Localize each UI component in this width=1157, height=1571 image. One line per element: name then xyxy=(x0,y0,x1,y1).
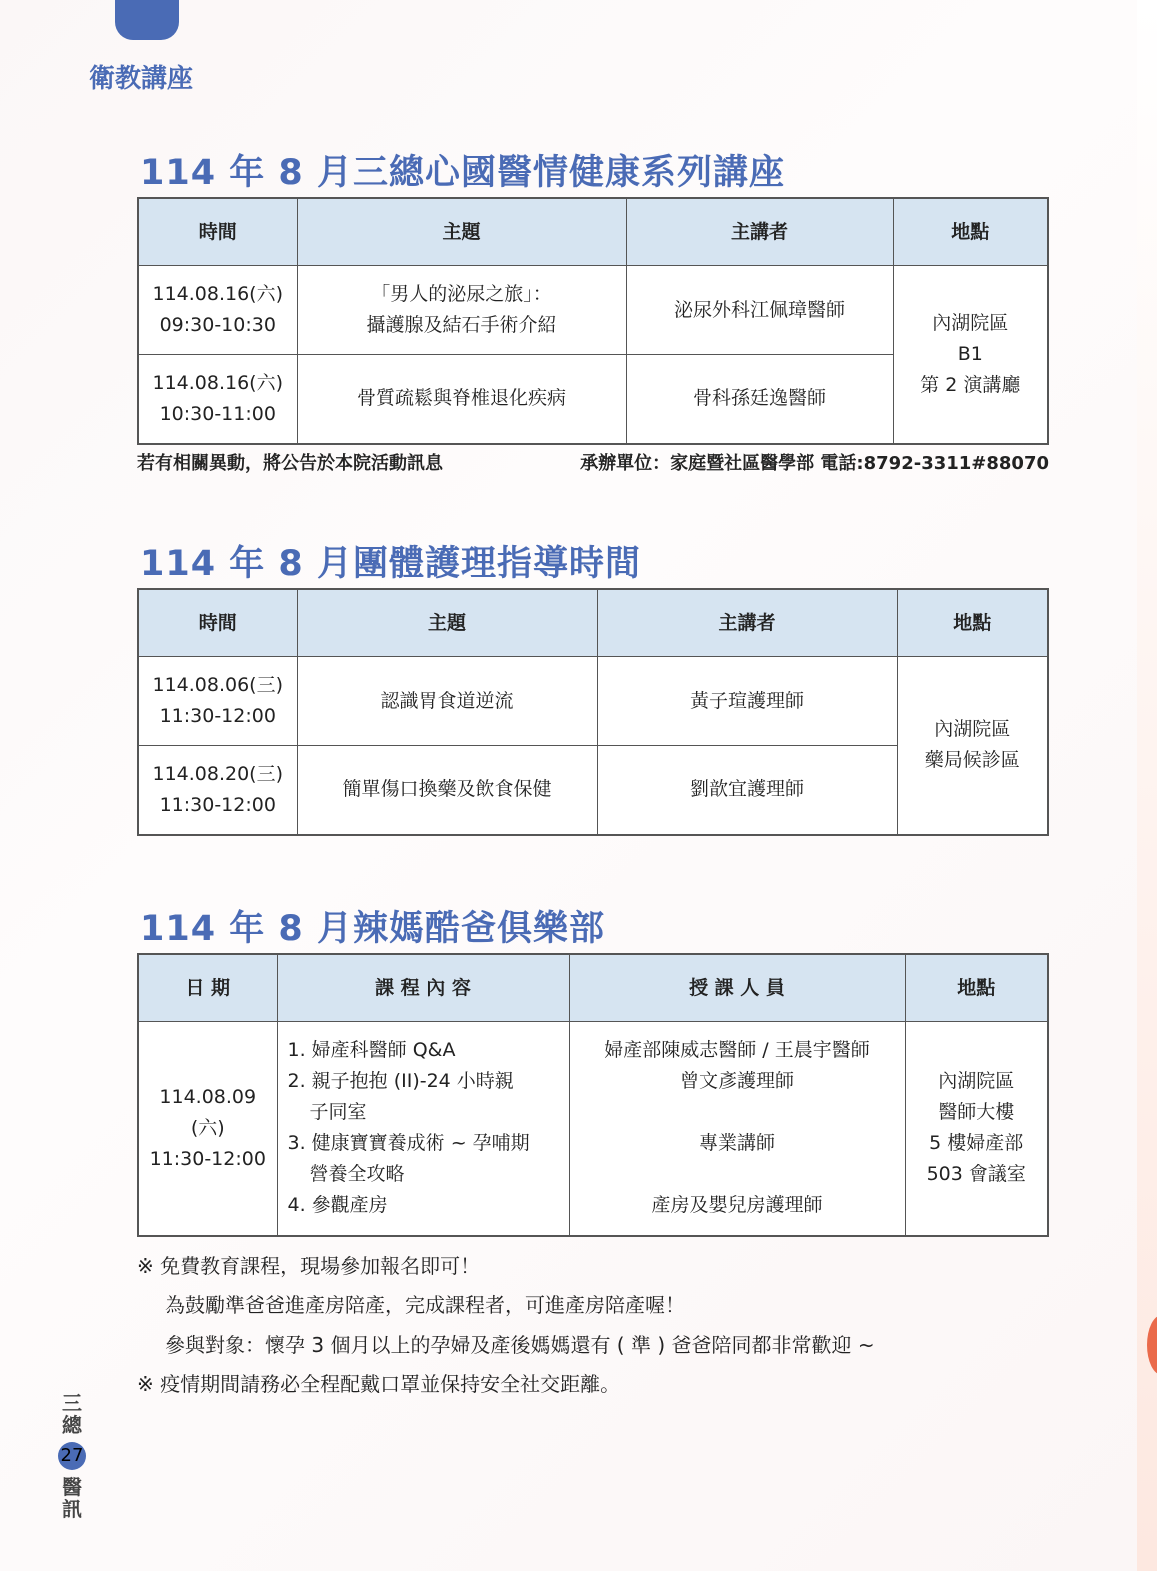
instructor: 專業講師 xyxy=(698,1132,775,1155)
speaker: 骨科孫廷逸醫師 xyxy=(626,355,893,444)
location: 5 樓婦產部 xyxy=(929,1132,1024,1155)
location: 第 2 演講廳 xyxy=(920,373,1021,396)
course-item: 4. 參觀產房 xyxy=(287,1194,388,1217)
course-item: 1. 婦產科醫師 Q&A xyxy=(287,1039,456,1062)
instructor xyxy=(570,1159,905,1190)
course-item: 營養全攻略 xyxy=(309,1163,405,1186)
topic: 「男人的泌尿之旅」： xyxy=(371,283,552,305)
change-notice: 若有相關異動，將公告於本院活動訊息 xyxy=(137,453,443,474)
footnote: ※ 免費教育課程，現場參加報名即可！ xyxy=(137,1254,481,1278)
header-time: 時間 xyxy=(138,589,297,657)
organizer-contact: 承辦單位：家庭暨社區醫學部 電話:8792-3311#88070 xyxy=(580,453,1049,474)
topic: 攝護腺及結石手術介紹 xyxy=(366,314,557,336)
date: 114.08.09 xyxy=(159,1085,257,1108)
location: 藥局候診區 xyxy=(924,749,1020,772)
table-row xyxy=(138,1022,1048,1236)
page-number: 27 xyxy=(58,1442,86,1470)
footnote: 參與對象：懷孕 3 個月以上的孕婦及產後媽媽還有 ( 準 ) 爸爸陪同都非常歡迎 ~ xyxy=(165,1333,875,1357)
parents-club-table xyxy=(137,953,1049,1237)
lecture-series-table xyxy=(137,197,1049,445)
time: 09:30-10:30 xyxy=(159,314,276,336)
table-row xyxy=(138,657,1048,746)
instructor: 曾文彥護理師 xyxy=(679,1070,794,1093)
instructor: 產房及嬰兒房護理師 xyxy=(651,1194,823,1217)
header-location: 地點 xyxy=(905,954,1048,1022)
time: 11:30-12:00 xyxy=(159,793,276,816)
nursing-guidance-title: 114 年 8 月團體護理指導時間 xyxy=(140,544,641,584)
magazine-sidebar xyxy=(60,1392,84,1520)
time: 11:30-12:00 xyxy=(159,705,276,727)
location: 內湖院區 xyxy=(932,311,1009,334)
location: 內湖院區 xyxy=(934,718,1011,741)
speaker: 劉歆宜護理師 xyxy=(597,746,897,835)
footnote: ※ 疫情期間請務必全程配戴口罩並保持安全社交距離。 xyxy=(137,1372,621,1396)
date: 114.08.16(六) xyxy=(152,283,284,305)
header-location: 地點 xyxy=(893,198,1048,266)
header-topic: 主題 xyxy=(297,198,626,266)
header-course: 課 程 內 容 xyxy=(277,954,569,1022)
magazine-name: 醫訊 xyxy=(62,1475,82,1521)
course-item: 3. 健康寶寶養成術 ~ 孕哺期 xyxy=(287,1132,530,1155)
header-instructor: 授 課 人 員 xyxy=(569,954,905,1022)
speaker: 黃子瑄護理師 xyxy=(597,657,897,746)
header-speaker: 主講者 xyxy=(597,589,897,657)
course-item: 2. 親子抱抱 (II)-24 小時親 xyxy=(287,1070,514,1093)
magazine-name: 三總 xyxy=(62,1391,82,1437)
header-speaker: 主講者 xyxy=(626,198,893,266)
header-location: 地點 xyxy=(897,589,1048,657)
topic: 骨質疏鬆與脊椎退化疾病 xyxy=(297,355,626,444)
weekday: (六) xyxy=(190,1116,225,1139)
location: 內湖院區 xyxy=(938,1070,1015,1093)
time: 11:30-12:00 xyxy=(149,1147,266,1170)
nursing-guidance-table xyxy=(137,588,1049,836)
topic: 認識胃食道逆流 xyxy=(297,657,597,746)
header-date: 日 期 xyxy=(138,954,277,1022)
course-item: 子同室 xyxy=(309,1101,367,1124)
lecture-series-title: 114 年 8 月三總心國醫情健康系列講座 xyxy=(140,153,785,193)
location: 503 會議室 xyxy=(926,1163,1026,1186)
table-row xyxy=(138,266,1048,355)
date: 114.08.20(三) xyxy=(152,762,284,785)
section-label: 衛教講座 xyxy=(89,64,194,94)
parents-club-title: 114 年 8 月辣媽酷爸俱樂部 xyxy=(140,909,605,949)
date: 114.08.16(六) xyxy=(152,371,284,394)
instructor xyxy=(570,1097,905,1128)
topic: 簡單傷口換藥及飲食保健 xyxy=(297,746,597,835)
location: B1 xyxy=(957,342,983,365)
instructor: 婦產部陳威志醫師 / 王晨宇醫師 xyxy=(604,1039,870,1062)
header-time: 時間 xyxy=(138,198,297,266)
time: 10:30-11:00 xyxy=(159,402,276,425)
speaker: 泌尿外科江佩璋醫師 xyxy=(626,266,893,355)
section-tab xyxy=(115,0,179,40)
footnote: 為鼓勵準爸爸進產房陪產，完成課程者，可進產房陪產喔！ xyxy=(165,1293,685,1317)
date: 114.08.06(三) xyxy=(152,674,284,696)
location: 醫師大樓 xyxy=(938,1101,1015,1124)
header-topic: 主題 xyxy=(297,589,597,657)
